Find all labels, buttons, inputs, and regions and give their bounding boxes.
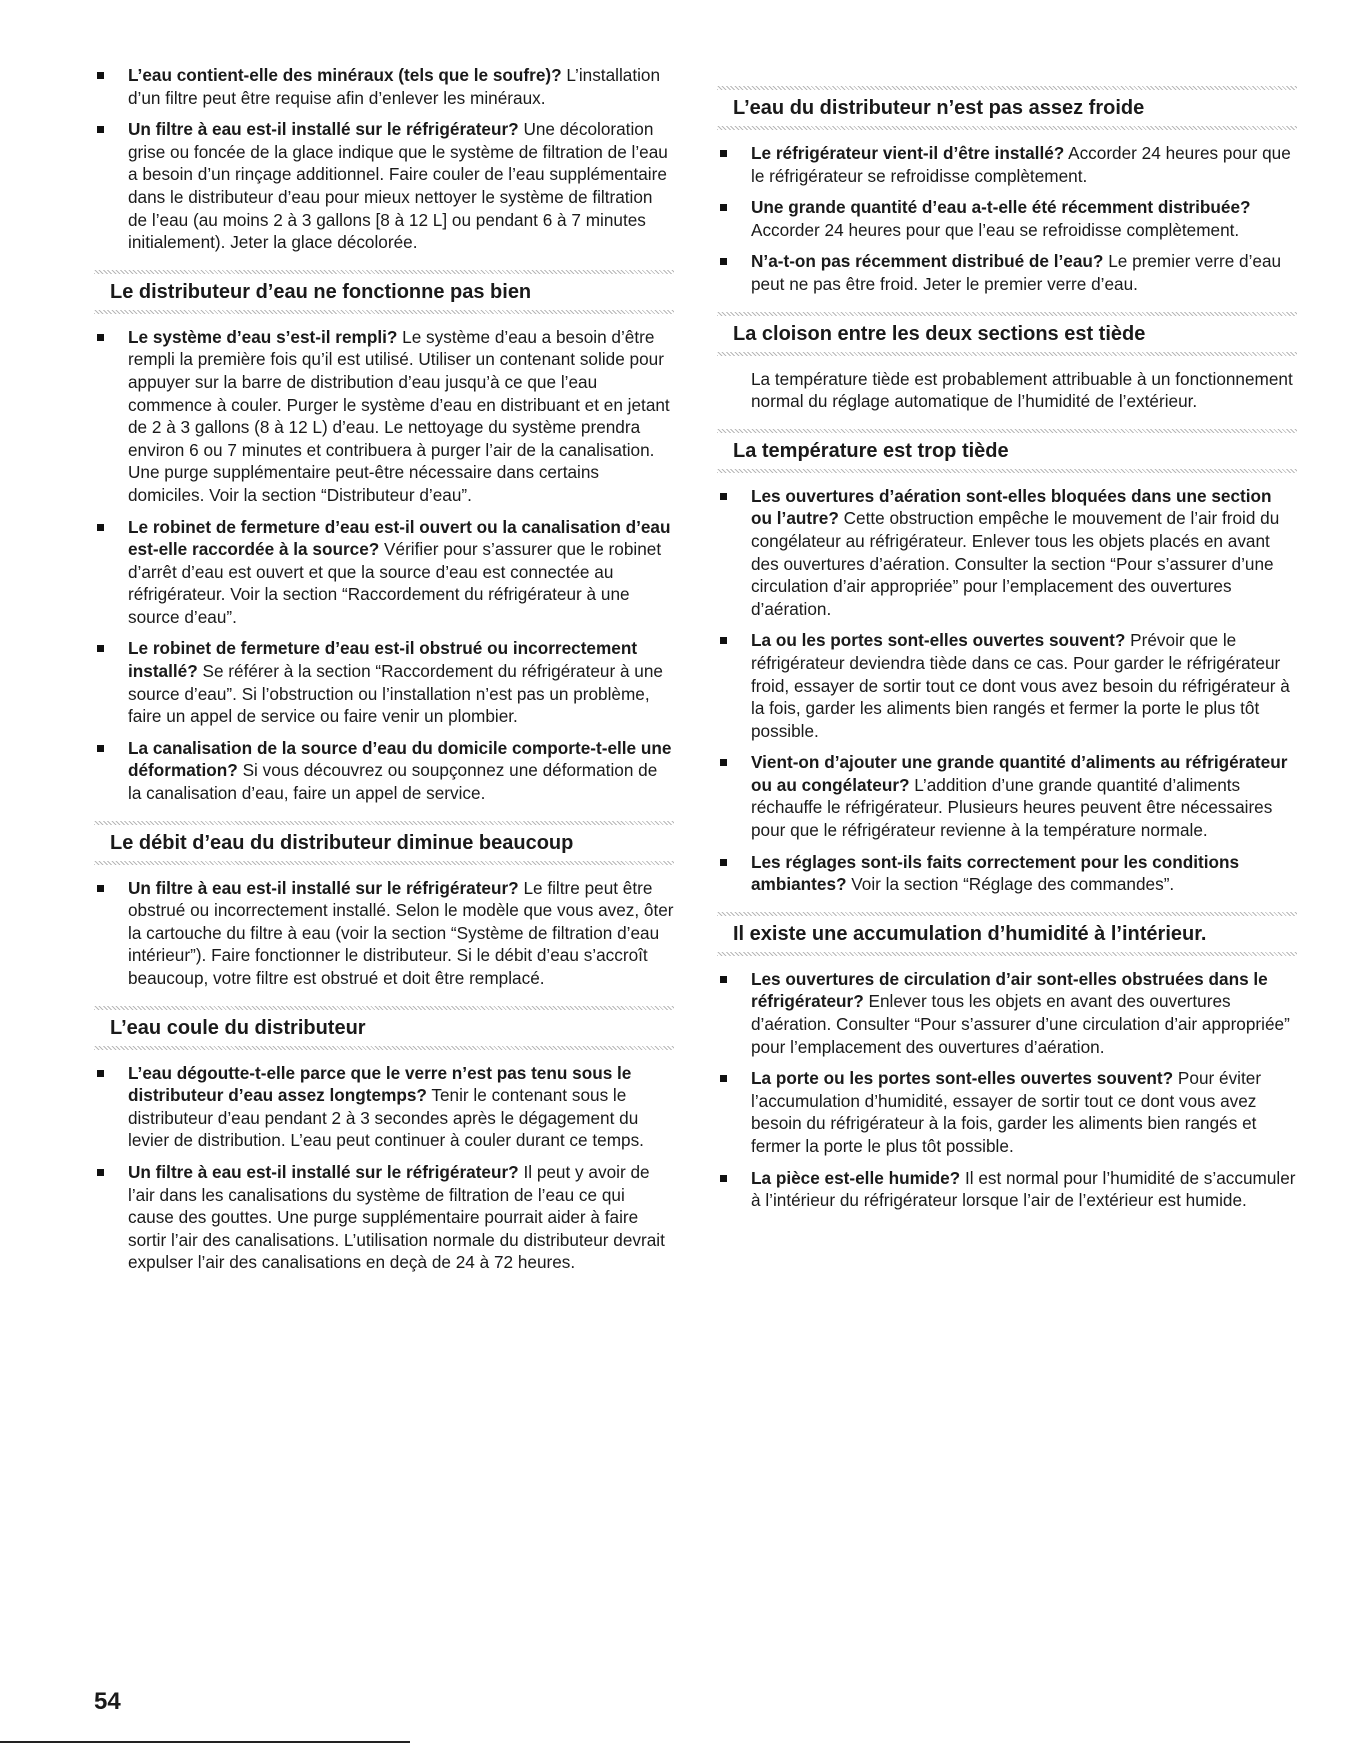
- section-title: L’eau coule du distributeur: [110, 1016, 366, 1039]
- question-text: Une grande quantité d’eau a-t-elle été récemment distribuée?: [751, 197, 1251, 218]
- section-rule: [94, 1046, 674, 1050]
- section-rule: [717, 469, 1297, 473]
- answer-text: Pour éviter l’accumulation d’humidité, essayer de sortir tout ce dont vous avez besoin du réfrigérateur à la fois, garder les aliments bien rangés et fermer la porte le plus tôt possible.: [751, 1068, 1262, 1156]
- question-text: Les réglages sont-ils faits correctement pour les conditions ambiantes?: [751, 851, 1240, 895]
- bullet-icon: [97, 745, 104, 752]
- paragraph-text: La température tiède est probablement attribuable à un fonctionnement normal du réglage automatique de l’humidité de l’extérieur.: [751, 368, 1293, 412]
- section-title: Le distributeur d’eau ne fonctionne pas bien: [110, 280, 532, 303]
- question-text: Les ouvertures d’aération sont-elles bloquées dans une section ou l’autre?: [751, 485, 1272, 529]
- bullet-icon: [720, 493, 727, 500]
- list-item: [717, 968, 1297, 1058]
- list-item: [94, 637, 674, 727]
- section-title: Il existe une accumulation d’humidité à l’intérieur.: [733, 922, 1207, 945]
- bullet-icon: [720, 204, 727, 211]
- list-item: [94, 64, 674, 109]
- question-text: L’eau contient-elle des minéraux (tels que le soufre)?: [128, 65, 562, 85]
- answer-text: Enlever tous les objets en avant des ouvertures d’aération. Consulter “Pour s’assurer d’une circulation d’air appropriée” pour l’emplacement des ouvertures d’aération.: [751, 991, 1290, 1057]
- bullet-icon: [720, 1075, 727, 1082]
- bullet-icon: [97, 524, 104, 531]
- answer-text: Vérifier pour s’assurer que le robinet d’arrêt d’eau est ouvert et que la source d’eau est connectée au réfrigérateur. Voir la section “Raccordement du réfrigérateur à une source d’eau”.: [128, 539, 662, 627]
- answer-text: Cette obstruction empêche le mouvement de l’air froid du congélateur au réfrigérateur. Enlever tous les objets placés en avant des ouvertures d’aération. Consulter la section “Pour s’assurer d’une circulation d’air appropriée” pour l’emplacement des ouvertures d’aération.: [751, 508, 1280, 619]
- bullet-icon: [97, 1070, 104, 1077]
- answer-text: Accorder 24 heures pour que l’eau se refroidisse complètement.: [751, 219, 1240, 240]
- bullet-icon: [97, 126, 104, 133]
- answer-text: Voir la section “Réglage des commandes”.: [846, 874, 1175, 895]
- list-item: [94, 737, 674, 805]
- list-item: [94, 326, 674, 507]
- section-rule: [717, 126, 1297, 130]
- question-text: La ou les portes sont-elles ouvertes souvent?: [751, 630, 1126, 651]
- section-header: [717, 429, 1297, 473]
- question-text: Le système d’eau s’est-il rempli?: [128, 326, 398, 347]
- section-title: L’eau du distributeur n’est pas assez froide: [733, 97, 1145, 119]
- bullet-icon: [720, 759, 727, 766]
- answer-text: Il est normal pour l’humidité de s’accumuler à l’intérieur du réfrigérateur lorsque l’air de l’extérieur est humide.: [751, 1167, 1296, 1211]
- section-title: Le débit d’eau du distributeur diminue beaucoup: [110, 831, 574, 854]
- bullet-icon: [720, 150, 727, 157]
- answer-text: Le système d’eau a besoin d’être rempli la première fois qu’il est utilisé. Utiliser un contenant solide pour appuyer sur la barre de distribution d’eau jusqu’à ce que l’eau commence à couler. Purger le système d’eau en distribuant et en jetant de 2 à 3 gallons (8 à 12 L) d’eau. Le nettoyage du système prendra environ 6 ou 7 minutes et contribuera à purger l’air de la canalisation. Une purge supplémentaire peut-être nécessaire dans certains domiciles. Voir la section “Distributeur d’eau”.: [128, 326, 670, 505]
- bullet-icon: [720, 859, 727, 866]
- list-item: [717, 851, 1297, 896]
- list-item: [94, 1062, 674, 1152]
- bullet-icon: [97, 72, 104, 79]
- list-item: [717, 142, 1297, 187]
- section-header: [717, 912, 1297, 956]
- bullet-icon: [720, 1175, 727, 1182]
- section-header: [94, 1006, 674, 1050]
- answer-text: Accorder 24 heures pour que le réfrigérateur se refroidisse complètement.: [751, 143, 1291, 186]
- section-title: La cloison entre les deux sections est tiède: [733, 322, 1146, 345]
- list-item: [94, 1161, 674, 1274]
- bullet-icon: [97, 645, 104, 652]
- list-item: [717, 196, 1297, 241]
- question-text: Vient-on d’ajouter une grande quantité d’aliments au réfrigérateur ou au congélateur?: [751, 752, 1288, 795]
- answer-text: Se référer à la section “Raccordement du réfrigérateur à une source d’eau”. Si l’obstruction ou l’installation n’est pas un problème, faire un appel de service ou faire venir un plombier.: [128, 661, 663, 727]
- question-text: La pièce est-elle humide?: [751, 1167, 961, 1188]
- answer-text: Une décoloration grise ou foncée de la glace indique que le système de filtration de l’eau a besoin d’un rinçage additionnel. Faire couler de l’eau supplémentaire dans le distributeur d’eau pour mieux nettoyer le système de filtration de l’eau (au moins 2 à 3 gallons [8 à 12 L] ou pendant 6 à 7 minutes initialement). Jeter la glace décolorée.: [128, 119, 668, 253]
- section-rule: [94, 310, 674, 314]
- answer-text: Il peut y avoir de l’air dans les canalisations du système de filtration de l’eau ce qui cause des gouttes. Une purge supplémentaire pourrait aider à faire sortir l’air des canalisations. L’utilisation normale du distributeur devrait expulser l’air des canalisations en deçà de 24 à 72 heures.: [128, 1161, 665, 1273]
- question-text: Le robinet de fermeture d’eau est-il ouvert ou la canalisation d’eau est-elle raccordée à la source?: [128, 516, 671, 560]
- list-item: [94, 516, 674, 629]
- list-item: [717, 629, 1297, 742]
- answer-text: Si vous découvrez ou soupçonnez une déformation de la canalisation d’eau, faire un appel de service.: [128, 760, 658, 804]
- section-header: [94, 270, 674, 314]
- bullet-icon: [97, 1169, 104, 1176]
- bullet-icon: [720, 637, 727, 644]
- list-item: [717, 1067, 1297, 1157]
- answer-text: Le premier verre d’eau peut ne pas être froid. Jeter le premier verre d’eau.: [751, 251, 1282, 294]
- list-item: [717, 485, 1297, 621]
- section-rule: [94, 861, 674, 865]
- right-column: [717, 64, 1297, 1221]
- list-item: [717, 751, 1297, 841]
- answer-text: L’addition d’une grande quantité d’aliments réchauffe le réfrigérateur. Plusieurs heures peuvent être nécessaires pour que le réfrigérateur revienne à la température normale.: [751, 774, 1273, 841]
- question-text: La porte ou les portes sont-elles ouvertes souvent?: [751, 1068, 1174, 1089]
- bullet-icon: [97, 885, 104, 892]
- question-text: Un filtre à eau est-il installé sur le réfrigérateur?: [128, 119, 519, 140]
- list-item: [717, 250, 1297, 295]
- section-header: [94, 821, 674, 865]
- list-item: [94, 118, 674, 254]
- section-header: [717, 312, 1297, 356]
- footer-rule: [0, 1741, 410, 1743]
- question-text: La canalisation de la source d’eau du domicile comporte-t-elle une déformation?: [128, 737, 672, 781]
- question-text: L’eau dégoutte-t-elle parce que le verre n’est pas tenu sous le distributeur d’eau assez longtemps?: [128, 1062, 632, 1106]
- answer-text: Prévoir que le réfrigérateur deviendra tiède dans ce cas. Pour garder le réfrigérateur froid, essayer de sortir tout ce dont vous avez besoin du réfrigérateur à la fois, garder les aliments bien rangés et fermer la porte le plus tôt possible.: [751, 630, 1290, 741]
- answer-text: L’installation d’un filtre peut être requise afin d’enlever les minéraux.: [128, 65, 661, 108]
- list-item: [717, 1167, 1297, 1212]
- question-text: Un filtre à eau est-il installé sur le réfrigérateur?: [128, 877, 519, 898]
- left-column: [94, 64, 674, 1283]
- bullet-icon: [720, 258, 727, 265]
- bullet-icon: [720, 976, 727, 983]
- question-text: Le réfrigérateur vient-il d’être installé?: [751, 143, 1065, 163]
- question-text: N’a-t-on pas récemment distribué de l’eau?: [751, 251, 1104, 272]
- question-text: Le robinet de fermeture d’eau est-il obstrué ou incorrectement installé?: [128, 638, 638, 682]
- question-text: Un filtre à eau est-il installé sur le réfrigérateur?: [128, 1161, 519, 1182]
- list-item: [94, 877, 674, 990]
- section-header: [717, 86, 1297, 130]
- answer-text: Le filtre peut être obstrué ou incorrectement installé. Selon le modèle que vous avez, ôter la cartouche du filtre à eau (voir la section “Système de filtration d’eau intérieur”). Faire fonctionner le distributeur. Si le débit d’eau s’accroît beaucoup, votre filtre est obstrué et doit être remplacé.: [128, 877, 674, 988]
- page-number: 54: [94, 1688, 121, 1715]
- question-text: Les ouvertures de circulation d’air sont-elles obstruées dans le réfrigérateur?: [751, 968, 1268, 1012]
- bullet-icon: [97, 334, 104, 341]
- section-rule: [717, 952, 1297, 956]
- section-rule: [717, 352, 1297, 356]
- section-title: La température est trop tiède: [733, 439, 1009, 462]
- answer-text: Tenir le contenant sous le distributeur d’eau pendant 2 à 3 secondes après le dégagement du levier de distribution. L’eau peut continuer à couler durant ce temps.: [128, 1085, 644, 1151]
